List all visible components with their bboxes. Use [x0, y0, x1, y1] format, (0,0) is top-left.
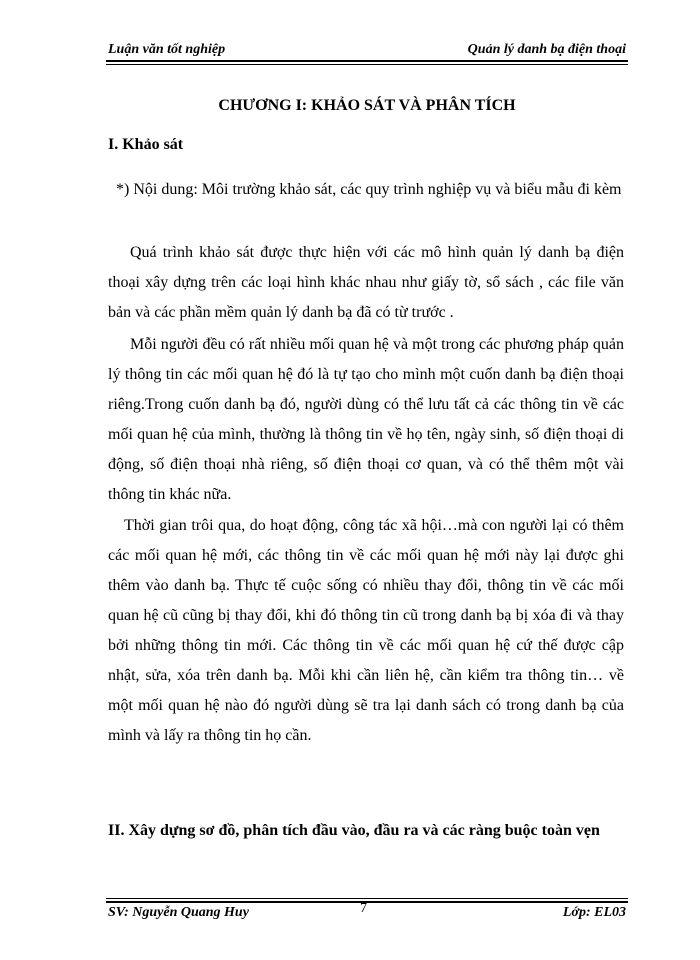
chapter-title: CHƯƠNG I: KHẢO SÁT VÀ PHÂN TÍCH [218, 97, 516, 114]
section-heading-analysis: II. Xây dựng sơ đồ, phân tích đầu vào, đầu ra và các ràng buộc toàn vẹn [108, 822, 600, 839]
paragraph-updates: Thời gian trôi qua, do hoạt động, công tác xã hội…mà con người lại có thêm các mối quan hệ mới, các thông tin về các mối quan hệ mới này lại được ghi thêm vào danh bạ. Thực tế cuộc sống có nhiều thay đổi, thông tin về các mối quan hệ cũ cũng bị thay đổi, khi đó thông tin cũ trong danh bạ bị xóa đi và thay bởi những thông tin mới. Các thông tin về các mối quan hệ cứ thế được cập nhật, sửa, xóa trên danh bạ. Mỗi khi cần liên hệ, cần kiểm tra thông tin… về một mối quan hệ nào đó người dùng sẽ tra lại danh sách có trong danh bạ của mình và lấy ra thông tin họ cần. [108, 517, 624, 744]
footer-rule-thick [106, 901, 628, 903]
section-heading-survey: I. Khảo sát [108, 136, 184, 153]
paragraph-survey-process: Quá trình khảo sát được thực hiện với các mô hình quản lý danh bạ điện thoại xây dựng trên các loại hình khác nhau như giấy tờ, sổ sách , các file văn bản và các phần mềm quản lý danh bạ đã có từ trước . [108, 244, 624, 321]
header-rule-thick [106, 60, 628, 62]
header-topic-label: Quản lý danh bạ điện thoại [467, 42, 626, 57]
header-rule-thin [106, 64, 628, 65]
footer-class-label: Lớp: EL03 [562, 905, 626, 920]
header-thesis-label: Luận văn tốt nghiệp [108, 42, 226, 57]
footer-page-number: 7 [360, 901, 367, 916]
footer-rule-thin [106, 898, 628, 899]
paragraph-content-note: *) Nội dung: Môi trường khảo sát, các quy trình nghiệp vụ và biểu mẫu đi kèm [116, 181, 622, 198]
paragraph-relationships: Mỗi người đều có rất nhiều mối quan hệ và một trong các phương pháp quản lý thông tin các mối quan hệ đó là tự tạo cho mình một cuốn danh bạ điện thoại riêng.Trong cuốn danh bạ đó, người dùng có thể lưu tất cả các thông tin về các mối quan hệ của mình, thường là thông tin về họ tên, ngày sinh, số điện thoại di động, số điện thoại nhà riêng, số điện thoại cơ quan, và có thể thêm một vài thông tin khác nữa. [108, 336, 624, 503]
footer-student-name: SV: Nguyễn Quang Huy [108, 905, 249, 920]
